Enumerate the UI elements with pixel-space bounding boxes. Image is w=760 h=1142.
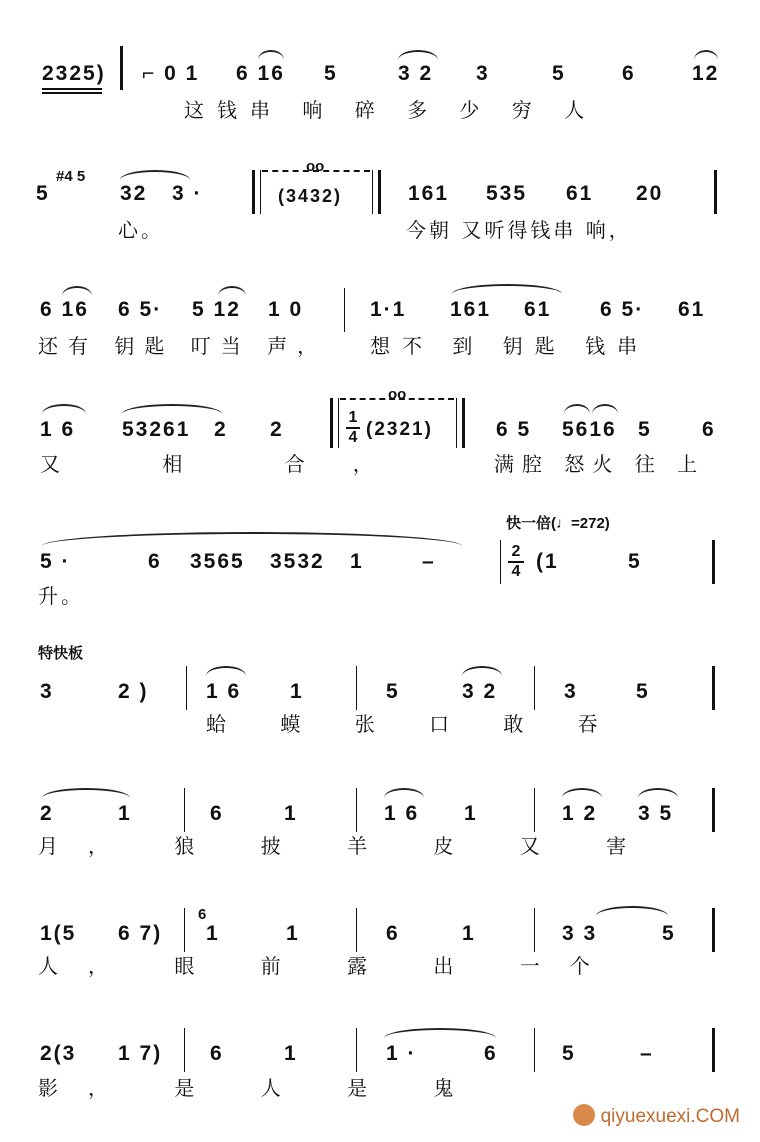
note-group: 1 · [386,1042,417,1065]
note-group: 1 6 [384,802,420,825]
time-signature: 2 4 [508,544,524,580]
note-group: 5 [552,62,566,85]
lyric-line: 满腔 怒火 往 上 [494,452,706,476]
note-group: ⌐ 0 1 [142,62,200,85]
lyric-line: 还有 钥匙 叮当 声， [38,334,328,358]
barline [534,666,535,710]
note-group: 161 [408,182,450,205]
repeat-end [378,170,381,214]
section-label: 特快板 [38,645,84,662]
note-group: 5 [662,922,676,945]
note-group: 535 [486,182,528,205]
score-system-8: 1(5 6 7) 6 1 1 6 1 3 3 5 人， 眼 前 露 出 一个 [0,900,760,1020]
note-group: 6 5· [600,298,645,321]
repeat-start [252,170,255,214]
barline [356,788,357,832]
note-group: 3 2 [398,62,434,85]
barline [500,540,501,584]
note-group: (1 [536,550,559,573]
note-group: 3 [476,62,490,85]
note-group: 5 [324,62,338,85]
note-group: 5 [638,418,652,441]
barline [714,170,717,214]
note-group: 53261 [122,418,191,441]
note-group: 1 [206,922,220,945]
note-group: 61 [524,298,552,321]
note-group: 5 [628,550,642,573]
score-system-3 [0,278,760,398]
barline [344,288,345,332]
note-group: 3 5 [638,802,674,825]
barline [184,908,185,952]
note-group: 12 [692,62,720,85]
note-group: (3432) [278,186,343,206]
barline [184,1028,185,1072]
note-group: 1 7) [118,1042,163,1065]
note-group: 2 ) [118,680,149,703]
note-group: 2 [214,418,228,441]
site-watermark: qiyuexuexi.COM [573,1104,740,1128]
score-system-1 [0,40,760,160]
note-group: 3 2 [462,680,498,703]
lyric-line: 心。 [118,218,164,242]
note-group: 1 [286,922,300,945]
barline [534,908,535,952]
note-group: 6 [148,550,162,573]
note-group: 6 [622,62,636,85]
score-system-7 [0,780,760,900]
note-group: 1 [284,1042,298,1065]
barline [184,788,185,832]
note-group: 1 2 [562,802,598,825]
note-group: 6 [386,922,400,945]
tempo-mark: 快一倍(♩=272) [506,515,610,532]
note-group: 1 6 [40,418,76,441]
lyric-line: 蛤 蟆 张 口 敢 吞 [206,712,622,736]
note-group: – [640,1042,654,1065]
note-group: 3 [564,680,578,703]
note-group: 5 [562,1042,576,1065]
score-system-5 [0,510,760,630]
note-group: 5616 [562,418,617,441]
note-group: 2325) [42,62,106,85]
barline [534,788,535,832]
note-group: 3 3 [562,922,598,945]
note-group: 1 0 [268,298,304,321]
watermark-logo-icon [573,1104,595,1126]
note-group: 5 [386,680,400,703]
note-group: 1 [290,680,304,703]
note-group: 3565 [190,550,245,573]
lyric-line: 人， 眼 前 露 出 一个 [38,954,620,978]
lyric-line: 升。 [38,584,84,608]
note-group: 161 [450,298,492,321]
note-group: 6 5· [118,298,163,321]
note-group: 1 [284,802,298,825]
note-group: 5 12 [192,298,241,321]
note-group: 1 [118,802,132,825]
barline [712,908,715,952]
score-system-6 [0,636,760,756]
note-group: 2 [40,802,54,825]
barline [356,908,357,952]
barline [186,666,187,710]
score-system-2: 5 #4 5 32 3 · oo (3432) 161 535 61 20 心。 今朝 又听得钱串 响， [0,160,760,280]
barline [712,788,715,832]
note-group: 20 [636,182,664,205]
note-group: 2(3 [40,1042,77,1065]
note-group: 5 · [40,550,71,573]
note-group: 6 [702,418,716,441]
note-group: 3532 [270,550,325,573]
note-group: 61 [566,182,594,205]
note-group: 5 [636,680,650,703]
note-group: 1·1 [370,298,407,321]
lyric-line: 想不 到 钥匙 钱串 [370,334,650,358]
barline [712,1028,715,1072]
note-group: 6 16 [236,62,285,85]
note-group: 6 [484,1042,498,1065]
note-group: (2321) [366,419,433,440]
note-group: 5 [36,182,50,205]
lyric-line: 这钱串 响 碎 多 少 穷 人 [184,98,598,122]
lyric-line: 又 相 合， [40,452,421,476]
note-group: 3 · [172,182,203,205]
repeat-end [462,398,465,448]
note-group: 2 [270,418,284,441]
lyric-line: 月， 狼 披 羊 皮 又 害 [38,834,657,858]
barline [712,666,715,710]
note-group: 61 [678,298,706,321]
lyric-line: 影， 是 人 是 鬼 [38,1076,484,1100]
note-group: 1 [462,922,476,945]
barline [120,46,123,90]
barline [534,1028,535,1072]
note-group: 32 [120,182,148,205]
note-group: 6 7) [118,922,163,945]
barline [712,540,715,584]
score-system-4: 1 6 53261 2 2 oo 1 4 (2321) 6 5 5616 5 6 又 相 合， 满腔 怒火 往 上 [40,386,716,476]
note-group: 1 [350,550,364,573]
barline [356,666,357,710]
note-group: 1 [464,802,478,825]
note-group: 6 5 [496,418,532,441]
time-signature: 1 4 [346,410,360,446]
note-group: 6 [210,802,224,825]
repeat-start [330,398,333,448]
note-group: 3 [40,680,54,703]
lyric-line: 今朝 又听得钱串 响， [406,218,632,242]
barline [356,1028,357,1072]
note-group: 6 [210,1042,224,1065]
note-group: 1(5 [40,922,77,945]
note-group: – [422,550,436,573]
note-group: 6 16 [40,298,89,321]
note-group: 1 6 [206,680,242,703]
